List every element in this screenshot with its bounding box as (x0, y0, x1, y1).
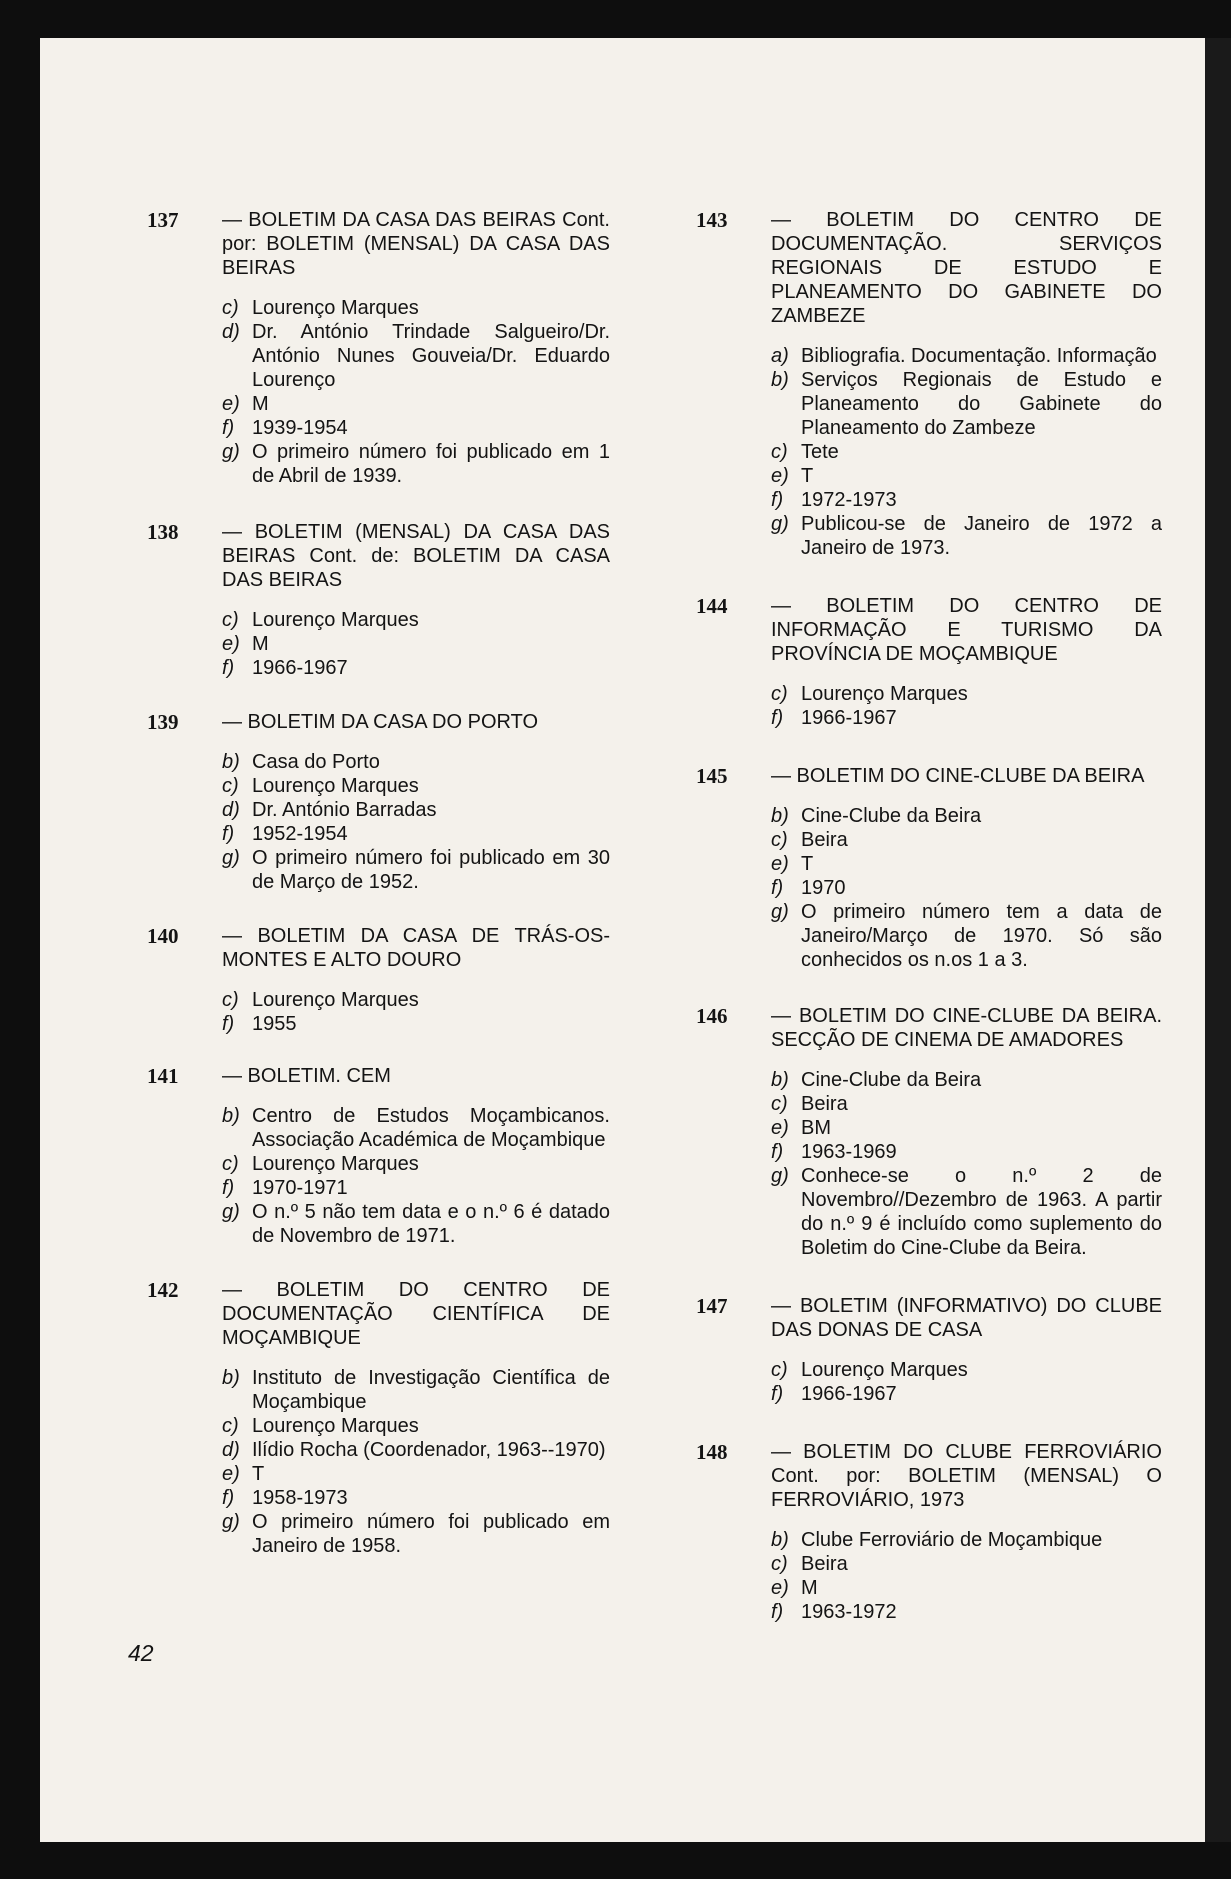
entry-field (771, 682, 1162, 706)
field-label: c) (222, 297, 239, 319)
entry-title: — BOLETIM. CEM (222, 1065, 391, 1087)
field-label: g) (222, 847, 240, 869)
entry-field (222, 1152, 610, 1176)
entry-fields (696, 1358, 1162, 1406)
field-label: c) (222, 989, 239, 1011)
entry-title: — BOLETIM DA CASA DE TRÁS-OS-MONTES E ALTO DOURO (222, 925, 610, 971)
field-label: d) (222, 799, 240, 821)
entry-field (222, 988, 610, 1012)
entry-fields (696, 804, 1162, 972)
field-value: M (252, 393, 269, 415)
field-value: 1952-1954 (252, 823, 348, 845)
field-value: Lourenço Marques (252, 1153, 419, 1175)
field-value: Beira (801, 829, 848, 851)
field-value: 1970-1971 (252, 1177, 348, 1199)
field-label: c) (222, 1415, 239, 1437)
field-label: e) (771, 1577, 789, 1599)
entry-field (222, 1104, 610, 1152)
entry-field (222, 416, 610, 440)
field-label: e) (771, 853, 789, 875)
entry-title: — BOLETIM (INFORMATIVO) DO CLUBE DAS DONAS DE CASA (771, 1295, 1162, 1341)
field-label: g) (771, 513, 789, 535)
entry-number: 146 (696, 1004, 728, 1028)
entry-fields (147, 296, 610, 488)
field-value: O primeiro número tem a data de Janeiro/Março de 1970. Só são conhecidos os n.os 1 a 3. (801, 901, 1162, 971)
field-label: c) (771, 683, 788, 705)
catalog-entry (696, 208, 1162, 560)
field-label: c) (222, 609, 239, 631)
field-value: Conhece-se o n.º 2 de Novembro//Dezembro de 1963. A partir do n.º 9 é incluído como suplemento do Boletim do Cine-Clube da Beira. (801, 1165, 1162, 1259)
field-value: BM (801, 1117, 831, 1139)
field-value: Instituto de Investigação Científica de Moçambique (252, 1367, 610, 1413)
entry-heading (147, 924, 610, 972)
field-value: M (801, 1577, 818, 1599)
field-value: Lourenço Marques (252, 989, 419, 1011)
field-value: 1966-1967 (801, 707, 897, 729)
entry-title: — BOLETIM DO CENTRO DE DOCUMENTAÇÃO. SERVIÇOS REGIONAIS DE ESTUDO E PLANEAMENTO DO GABINETE DO ZAMBEZE (771, 209, 1162, 327)
field-label: g) (771, 1165, 789, 1187)
catalog-entry (147, 520, 610, 680)
field-value: 1970 (801, 877, 846, 899)
field-value: Lourenço Marques (252, 609, 419, 631)
catalog-entry (147, 710, 610, 894)
entry-field (222, 440, 610, 488)
field-label: g) (222, 1201, 240, 1223)
catalog-entry (147, 924, 610, 1036)
entry-field (771, 876, 1162, 900)
entry-fields (696, 1528, 1162, 1624)
entry-field (771, 512, 1162, 560)
field-value: Dr. António Trindade Salgueiro/Dr. António Nunes Gouveia/Dr. Eduardo Lourenço (252, 321, 610, 391)
field-label: f) (771, 707, 784, 729)
field-label: e) (222, 1463, 240, 1485)
entry-field (222, 1462, 610, 1486)
field-label: c) (771, 1359, 788, 1381)
entry-field (771, 1116, 1162, 1140)
entry-heading (147, 710, 610, 734)
entry-field (771, 1382, 1162, 1406)
catalog-entry (696, 1004, 1162, 1260)
entry-field (771, 852, 1162, 876)
field-value: 1958-1973 (252, 1487, 348, 1509)
entry-field (222, 296, 610, 320)
entry-heading (696, 208, 1162, 328)
field-value: T (801, 465, 814, 487)
entry-heading (696, 1004, 1162, 1052)
field-value: Ilídio Rocha (Coordenador, 1963--1970) (252, 1439, 606, 1461)
field-label: b) (771, 805, 789, 827)
catalog-entry (696, 764, 1162, 972)
field-label: e) (771, 465, 789, 487)
entry-title: — BOLETIM DO CLUBE FERROVIÁRIO Cont. por: BOLETIM (MENSAL) O FERROVIÁRIO, 1973 (771, 1441, 1162, 1511)
entry-heading (696, 764, 1162, 788)
field-label: e) (222, 633, 240, 655)
field-label: c) (771, 441, 788, 463)
entry-field (771, 1164, 1162, 1260)
field-value: Beira (801, 1093, 848, 1115)
field-label: c) (222, 1153, 239, 1175)
entry-fields (147, 1104, 610, 1248)
entry-field (222, 1510, 610, 1558)
entry-field (771, 368, 1162, 440)
field-value: Dr. António Barradas (252, 799, 437, 821)
field-label: b) (222, 1367, 240, 1389)
entry-field (222, 1176, 610, 1200)
entry-heading (696, 594, 1162, 666)
field-label: g) (771, 901, 789, 923)
entry-heading (696, 1440, 1162, 1512)
field-value: M (252, 633, 269, 655)
entry-number: 140 (147, 924, 179, 948)
entry-fields (147, 1366, 610, 1558)
catalog-entry (147, 1064, 610, 1248)
catalog-entry (147, 208, 610, 488)
catalog-entry (147, 1278, 610, 1558)
field-value: 1955 (252, 1013, 297, 1035)
entry-field (222, 750, 610, 774)
field-value: Centro de Estudos Moçambicanos. Associação Académica de Moçambique (252, 1105, 610, 1151)
field-label: d) (222, 1439, 240, 1461)
entry-heading (147, 208, 610, 280)
entry-field (771, 344, 1162, 368)
entry-field (222, 1012, 610, 1036)
entry-number: 137 (147, 208, 179, 232)
field-value: T (252, 1463, 265, 1485)
field-label: f) (771, 877, 784, 899)
entry-field (222, 822, 610, 846)
entry-field (771, 900, 1162, 972)
field-label: c) (771, 829, 788, 851)
catalog-entry (696, 1294, 1162, 1406)
field-label: c) (771, 1553, 788, 1575)
entry-field (222, 320, 610, 392)
field-value: 1963-1972 (801, 1601, 897, 1623)
field-value: Bibliografia. Documentação. Informação (801, 345, 1157, 367)
entry-field (771, 1528, 1162, 1552)
field-label: f) (771, 489, 784, 511)
entry-field (771, 1552, 1162, 1576)
entry-number: 145 (696, 764, 728, 788)
entry-heading (147, 1278, 610, 1350)
left-column (147, 178, 610, 1558)
field-label: d) (222, 321, 240, 343)
field-value: Cine-Clube da Beira (801, 1069, 982, 1091)
field-label: b) (222, 1105, 240, 1127)
entry-field (771, 804, 1162, 828)
entry-fields (696, 682, 1162, 730)
entry-fields (696, 344, 1162, 560)
entry-fields (147, 750, 610, 894)
field-value: Lourenço Marques (252, 1415, 419, 1437)
scan-edge (1205, 38, 1231, 1842)
field-label: f) (222, 823, 235, 845)
right-column (696, 178, 1162, 1624)
entry-number: 144 (696, 594, 728, 618)
field-label: f) (222, 1177, 235, 1199)
entry-field (222, 1486, 610, 1510)
field-value: Tete (801, 441, 839, 463)
entry-field (771, 828, 1162, 852)
field-label: f) (222, 657, 235, 679)
entry-field (771, 440, 1162, 464)
field-value: Publicou-se de Janeiro de 1972 a Janeiro de 1973. (801, 513, 1162, 559)
entry-fields (696, 1068, 1162, 1260)
entry-title: — BOLETIM DO CINE-CLUBE DA BEIRA (771, 765, 1145, 787)
field-value: Lourenço Marques (252, 775, 419, 797)
field-label: b) (222, 751, 240, 773)
entry-title: — BOLETIM (MENSAL) DA CASA DAS BEIRAS Cont. de: BOLETIM DA CASA DAS BEIRAS (222, 521, 610, 591)
entry-field (222, 1414, 610, 1438)
field-value: 1972-1973 (801, 489, 897, 511)
entry-heading (696, 1294, 1162, 1342)
entry-field (771, 1092, 1162, 1116)
entry-field (222, 392, 610, 416)
entry-title: — BOLETIM DA CASA DO PORTO (222, 711, 539, 733)
catalog-entry (696, 1440, 1162, 1624)
entry-number: 138 (147, 520, 179, 544)
field-value: 1966-1967 (252, 657, 348, 679)
entry-field (222, 632, 610, 656)
field-label: b) (771, 1529, 789, 1551)
field-value: 1966-1967 (801, 1383, 897, 1405)
field-label: b) (771, 1069, 789, 1091)
field-value: O primeiro número foi publicado em 30 de Março de 1952. (252, 847, 610, 893)
page-number: 42 (128, 1640, 154, 1666)
entry-field (222, 656, 610, 680)
field-label: f) (222, 1013, 235, 1035)
entry-heading (147, 1064, 610, 1088)
field-label: g) (222, 1511, 240, 1533)
entry-field (771, 1068, 1162, 1092)
entry-field (771, 464, 1162, 488)
field-value: 1939-1954 (252, 417, 348, 439)
entry-number: 147 (696, 1294, 728, 1318)
field-label: a) (771, 345, 789, 367)
entry-number: 143 (696, 208, 728, 232)
entry-fields (147, 988, 610, 1036)
entry-field (222, 774, 610, 798)
field-value: O n.º 5 não tem data e o n.º 6 é datado de Novembro de 1971. (252, 1201, 610, 1247)
field-label: f) (771, 1141, 784, 1163)
entry-number: 141 (147, 1064, 179, 1088)
field-label: c) (222, 775, 239, 797)
entry-field (222, 798, 610, 822)
field-value: Lourenço Marques (252, 297, 419, 319)
field-label: b) (771, 369, 789, 391)
entry-heading (147, 520, 610, 592)
entry-field (771, 1600, 1162, 1624)
field-label: f) (222, 417, 235, 439)
field-value: O primeiro número foi publicado em Janeiro de 1958. (252, 1511, 610, 1557)
entry-field (771, 488, 1162, 512)
entry-field (222, 1366, 610, 1414)
entry-field (222, 846, 610, 894)
entry-title: — BOLETIM DO CENTRO DE INFORMAÇÃO E TURISMO DA PROVÍNCIA DE MOÇAMBIQUE (771, 595, 1162, 665)
field-value: Lourenço Marques (801, 683, 968, 705)
field-label: e) (222, 393, 240, 415)
entry-field (222, 608, 610, 632)
field-value: Casa do Porto (252, 751, 380, 773)
entry-field (771, 1358, 1162, 1382)
entry-field (771, 1140, 1162, 1164)
field-label: e) (771, 1117, 789, 1139)
field-label: c) (771, 1093, 788, 1115)
field-label: f) (771, 1601, 784, 1623)
field-value: T (801, 853, 814, 875)
entry-field (771, 706, 1162, 730)
field-label: g) (222, 441, 240, 463)
entry-title: — BOLETIM DO CINE-CLUBE DA BEIRA. SECÇÃO DE CINEMA DE AMADORES (771, 1005, 1162, 1051)
entry-number: 148 (696, 1440, 728, 1464)
field-label: f) (222, 1487, 235, 1509)
entry-field (222, 1438, 610, 1462)
entry-field (222, 1200, 610, 1248)
field-value: Clube Ferroviário de Moçambique (801, 1529, 1103, 1551)
field-label: f) (771, 1383, 784, 1405)
entry-title: — BOLETIM DA CASA DAS BEIRAS Cont. por: BOLETIM (MENSAL) DA CASA DAS BEIRAS (222, 209, 610, 279)
entry-number: 139 (147, 710, 179, 734)
field-value: O primeiro número foi publicado em 1 de Abril de 1939. (252, 441, 610, 487)
field-value: Cine-Clube da Beira (801, 805, 982, 827)
entry-field (771, 1576, 1162, 1600)
field-value: 1963-1969 (801, 1141, 897, 1163)
field-value: Beira (801, 1553, 848, 1575)
field-value: Lourenço Marques (801, 1359, 968, 1381)
entry-number: 142 (147, 1278, 179, 1302)
entry-title: — BOLETIM DO CENTRO DE DOCUMENTAÇÃO CIENTÍFICA DE MOÇAMBIQUE (222, 1279, 610, 1349)
field-value: Serviços Regionais de Estudo e Planeamento do Gabinete do Planeamento do Zambeze (801, 369, 1162, 439)
catalog-entry (696, 594, 1162, 730)
entry-fields (147, 608, 610, 680)
